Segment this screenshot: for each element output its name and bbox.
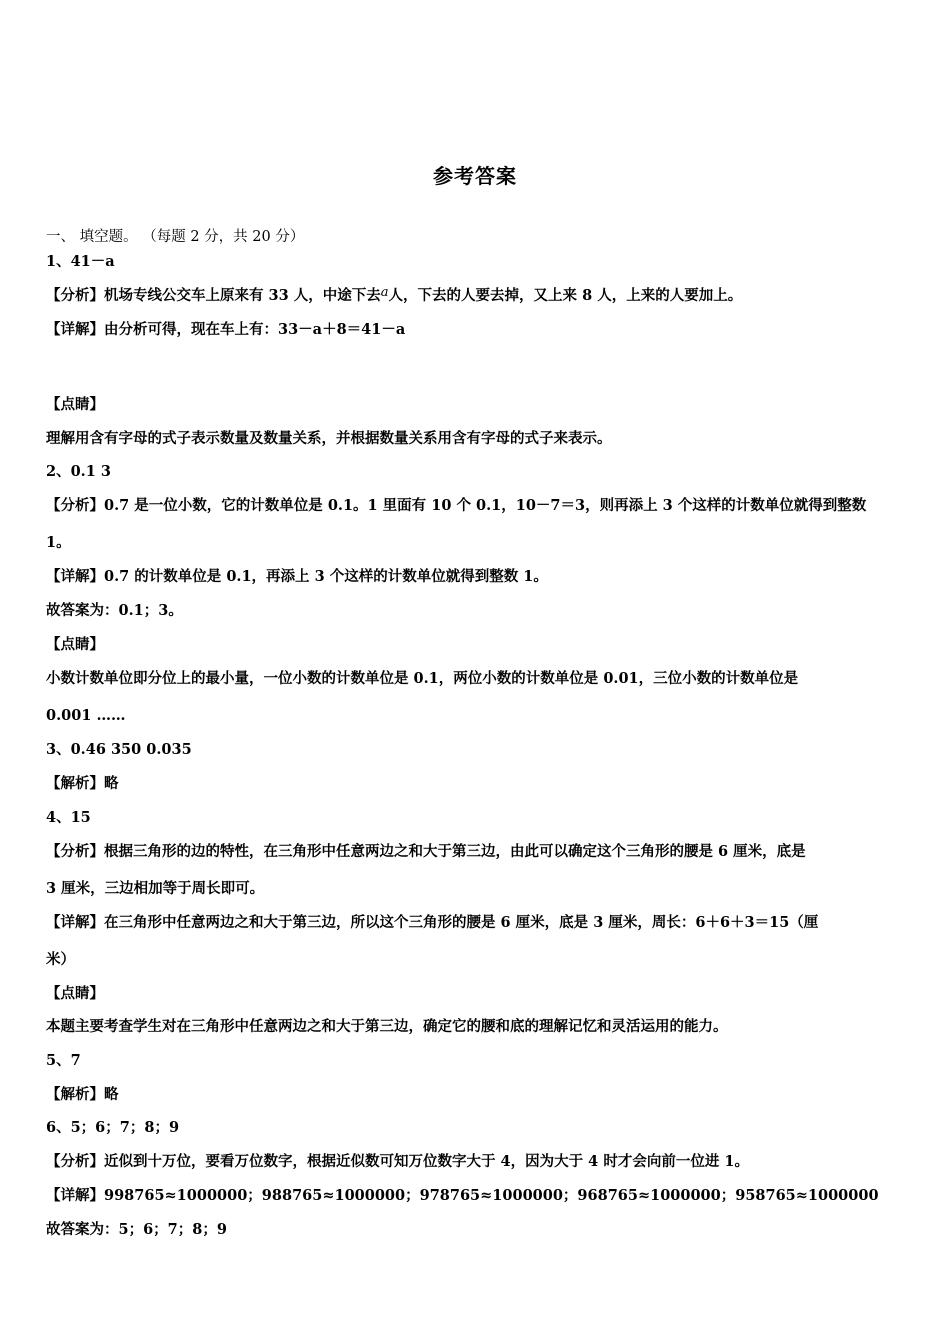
q4-point-label: 【点睛】 bbox=[46, 985, 104, 1002]
q2-analysis-line-2: 1。 bbox=[46, 534, 71, 551]
q6-analysis: 【分析】近似到十万位，要看万位数字，根据近似数可知万位数字大于 4，因为大于 4 时才会向前一位进 1。 bbox=[46, 1153, 749, 1170]
q1-point: 理解用含有字母的式子表示数量及数量关系，并根据数量关系用含有字母的式子来表示。 bbox=[46, 430, 612, 447]
q4-point: 本题主要考查学生对在三角形中任意两边之和大于第三边，确定它的腰和底的理解记忆和灵活运用的能力。 bbox=[46, 1018, 728, 1035]
q2-result: 故答案为：0.1；3。 bbox=[46, 602, 183, 619]
q2-point-label: 【点睛】 bbox=[46, 636, 104, 653]
q6-detail: 【详解】998765≈1000000；988765≈1000000；978765≈1000000；968765≈1000000；958765≈1000000 bbox=[46, 1187, 879, 1204]
q4-detail-line-2: 米） bbox=[46, 951, 75, 968]
q2-point-line-1: 小数计数单位即分位上的最小量，一位小数的计数单位是 0.1，两位小数的计数单位是 0.01，三位小数的计数单位是 bbox=[46, 670, 799, 687]
q3-answer: 3、0.46 350 0.035 bbox=[46, 741, 192, 758]
q2-answer: 2、0.1 3 bbox=[46, 463, 111, 480]
q1-answer: 1、41－a bbox=[46, 253, 115, 270]
q1-analysis bbox=[46, 286, 908, 307]
q4-detail-line-1: 【详解】在三角形中任意两边之和大于第三边，所以这个三角形的腰是 6 厘米，底是 3 厘米，周长：6＋6＋3＝15（厘 bbox=[46, 914, 819, 931]
q6-answer: 6、5；6；7；8；9 bbox=[46, 1119, 180, 1136]
q2-detail: 【详解】0.7 的计数单位是 0.1，再添上 3 个这样的计数单位就得到整数 1。 bbox=[46, 568, 548, 585]
q4-answer: 4、15 bbox=[46, 809, 91, 826]
q4-analysis-line-1: 【分析】根据三角形的边的特性，在三角形中任意两边之和大于第三边，由此可以确定这个三角形的腰是 6 厘米，底是 bbox=[46, 843, 806, 860]
q2-analysis-line-1: 【分析】0.7 是一位小数，它的计数单位是 0.1。1 里面有 10 个 0.1，10－7＝3，则再添上 3 个这样的计数单位就得到整数 bbox=[46, 497, 867, 514]
q1-analysis-before: 【分析】机场专线公交车上原来有 33 人，中途下去 bbox=[46, 287, 381, 304]
q1-point-label: 【点睛】 bbox=[46, 396, 104, 413]
page-title: 参考答案 bbox=[433, 164, 517, 188]
q2-point-line-2: 0.001 …… bbox=[46, 707, 126, 724]
variable-a: a bbox=[380, 285, 389, 300]
q5-analysis: 【解析】略 bbox=[46, 1086, 119, 1103]
q4-analysis-line-2: 3 厘米，三边相加等于周长即可。 bbox=[46, 880, 265, 897]
q5-answer: 5、7 bbox=[46, 1052, 81, 1069]
q6-result: 故答案为：5；6；7；8；9 bbox=[46, 1221, 227, 1238]
section-heading: 一、 填空题。 （每题 2 分，共 20 分） bbox=[46, 229, 305, 245]
q3-analysis: 【解析】略 bbox=[46, 775, 119, 792]
q1-analysis-after: 人，下去的人要去掉，又上来 8 人，上来的人要加上。 bbox=[388, 287, 743, 304]
q1-detail: 【详解】由分析可得，现在车上有：33－a＋8＝41－a bbox=[46, 321, 406, 338]
